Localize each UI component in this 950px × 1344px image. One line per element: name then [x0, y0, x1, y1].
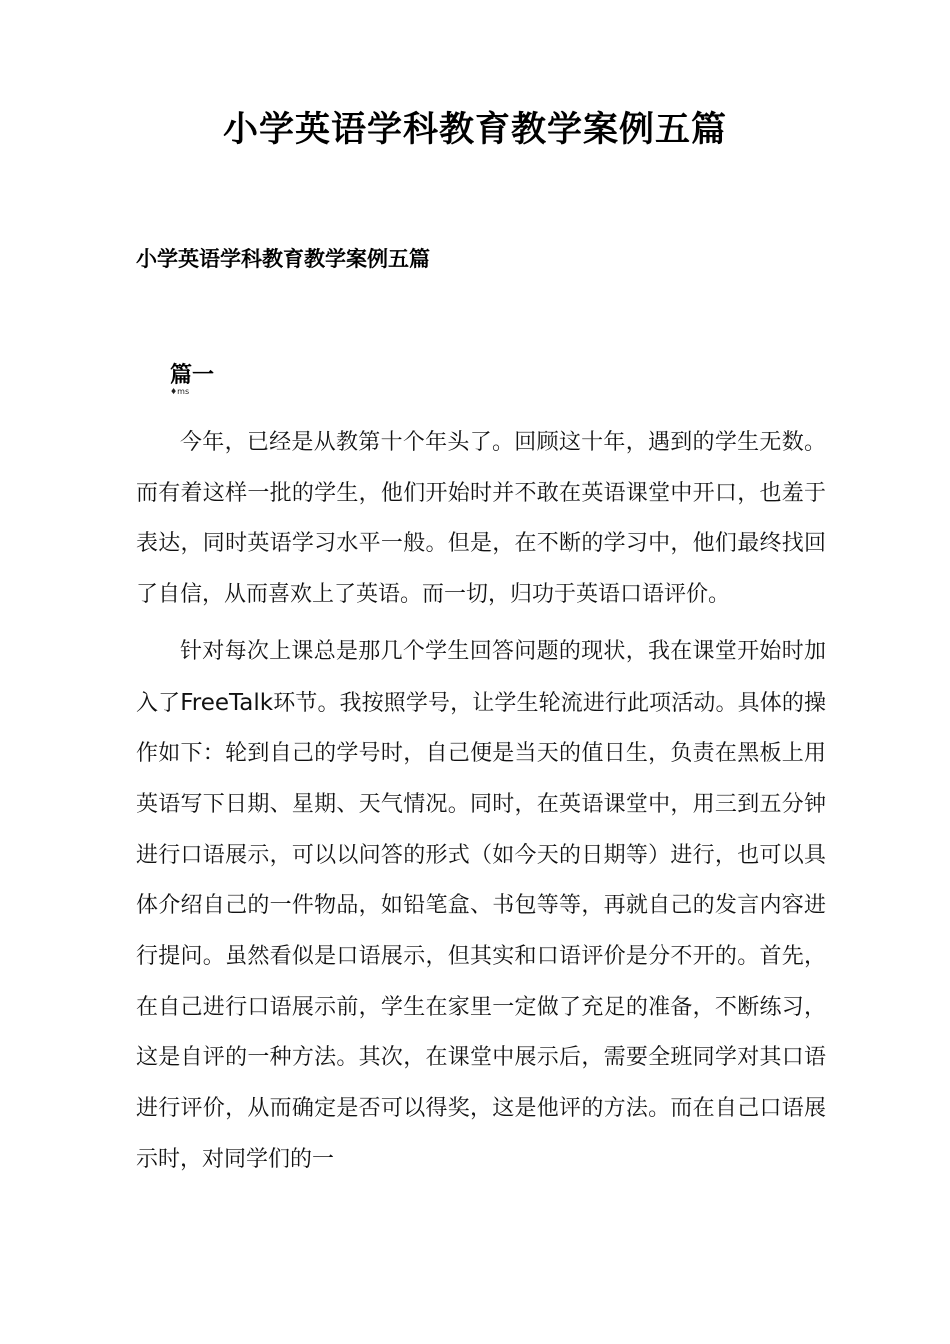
- paragraph-1: 今年，已经是从教第十个年头了。回顾这十年，遇到的学生无数。而有着这样一批的学生，他们开始时并不敢在英语课堂中开口，也羞于表达，同时英语学习水平一般。但是，在不断的学习中，他们最终找回了自信，从而喜欢上了英语。而一切，归功于英语口语评价。: [136, 430, 826, 608]
- paragraph-2-part-2: 环节。我按照学号，让学生轮流进行此项活动。具体的操作如下：轮到自己的学号时，自己便是当天的值日生，负责在黑板上用英语写下日期、星期、天气情况。同时，在英语课堂中，用三到五分钟进行口语展示，可以以问答的形式（如今天的日期等）进行，也可以具体介绍自己的一件物品，如铅笔盒、书包等等，再就自己的发言内容进行提问。虽然看似是口语展示，但其实和口语评价是分不开的。首先，在自己进行口语展示前，学生在家里一定做了充足的准备，不断练习，这是自评的一种方法。其次，在课堂中展示后，需要全班同学对其口语进行评价，从而确定是否可以得奖，这是他评的方法。而在自己口语展示时，对同学们的一: [136, 690, 826, 1172]
- document-subtitle: 小学英语学科教育教学案例五篇: [136, 247, 430, 271]
- document-title: 小学英语学科教育教学案例五篇: [222, 110, 727, 150]
- freetalk-term: FreeTalk: [180, 689, 274, 716]
- paragraph-2: [136, 627, 826, 1186]
- section-marker: ♦ms: [170, 387, 190, 396]
- document-body: [136, 418, 826, 1192]
- section-heading: 篇一: [170, 363, 215, 388]
- paragraph-2-part-1: 针对每次上课总是那几个学生回答问题的现状，我在课堂开始时加入了: [136, 638, 826, 716]
